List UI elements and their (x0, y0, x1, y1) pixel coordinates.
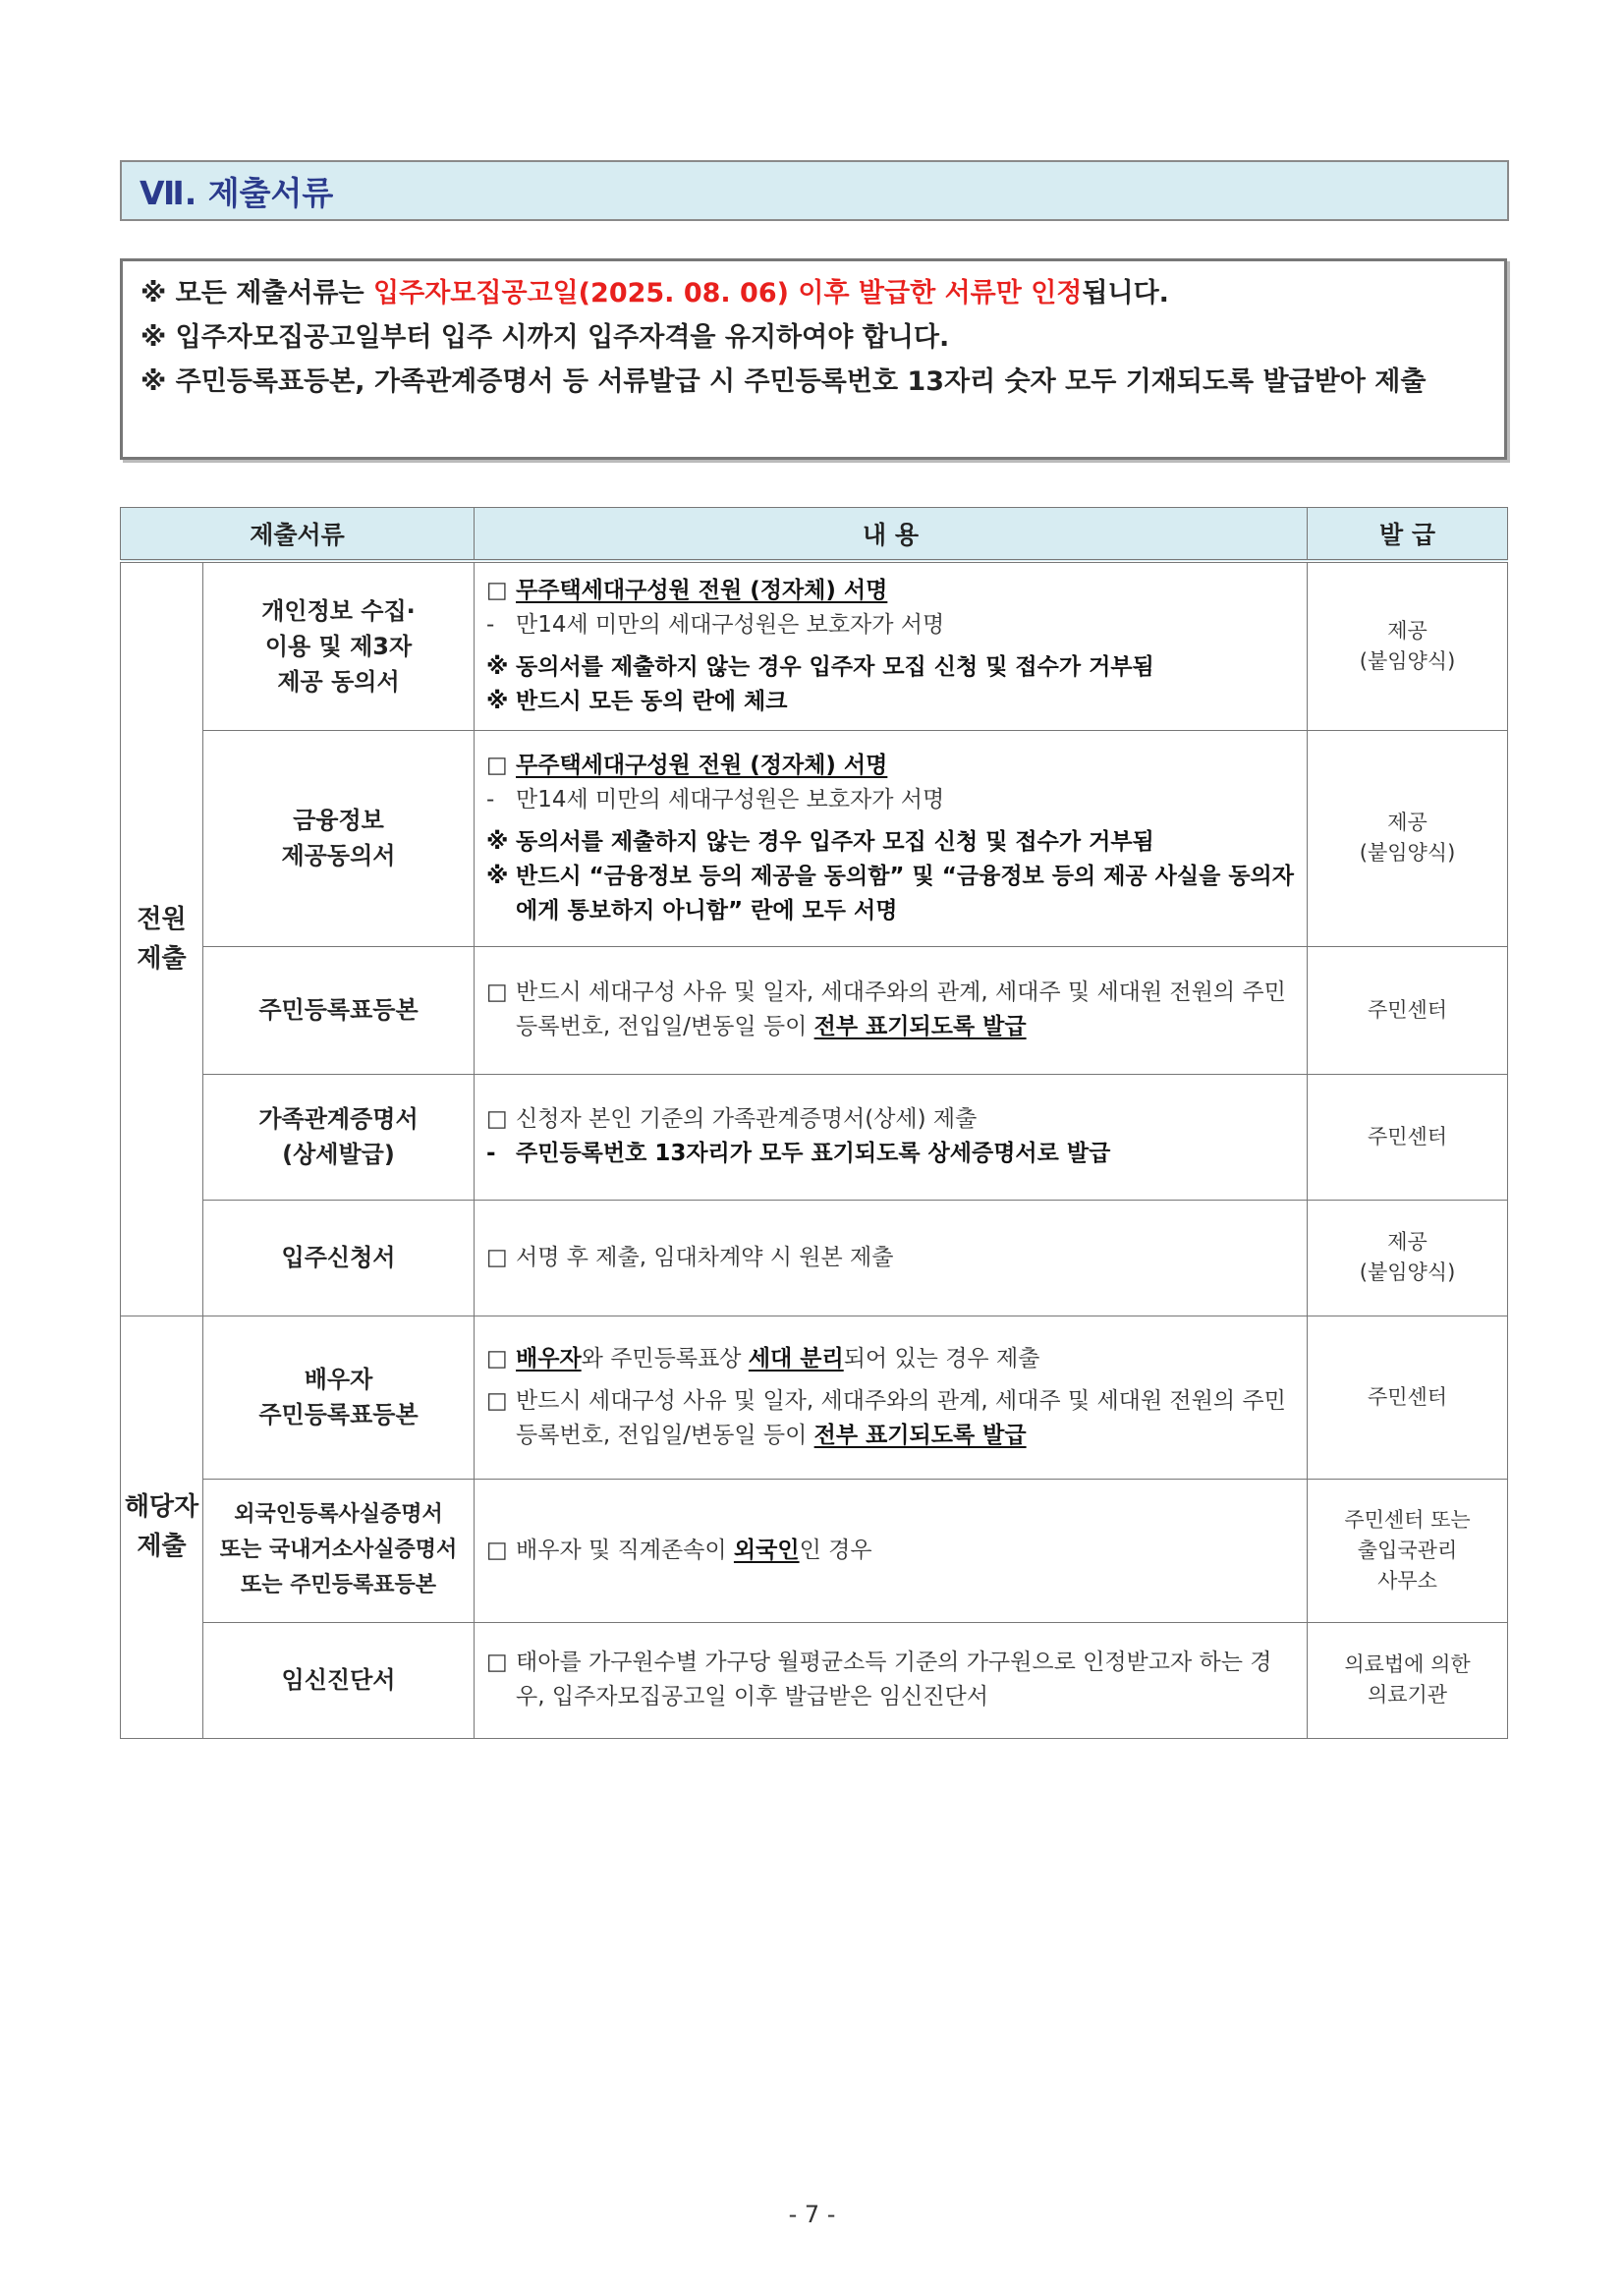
table-row (121, 1200, 1508, 1316)
header-content: 내 용 (475, 508, 1308, 562)
doc-name: 개인정보 수집· 이용 및 제3자 제공 동의서 (203, 561, 475, 730)
group-all-submit: 전원 제출 (121, 561, 203, 1316)
header-issuer: 발 급 (1308, 508, 1508, 562)
group-applicable-submit: 해당자 제출 (121, 1316, 203, 1738)
doc-issuer: 의료법에 의한 의료기관 (1308, 1622, 1508, 1738)
doc-name: 금융정보 제공동의서 (203, 730, 475, 946)
notice-line-1: ※ 모든 제출서류는 입주자모집공고일(2025. 08. 06) 이후 발급한 서류만 인정됩니다. (140, 278, 1169, 308)
doc-name: 배우자 주민등록표등본 (203, 1316, 475, 1479)
documents-table (120, 507, 1508, 1739)
table-row (121, 730, 1508, 946)
doc-content: □ 배우자와 주민등록표상 세대 분리되어 있는 경우 제출 □ 반드시 세대구성 사유 및 일자, 세대주와의 관계, 세대주 및 세대원 전원의 주민등록번호, 전입일/변동일 등이 전부 표기되도록 발급 (475, 1316, 1308, 1479)
doc-name: 외국인등록사실증명서 또는 국내거소사실증명서 또는 주민등록표등본 (203, 1479, 475, 1622)
notice-highlight: 입주자모집공고일(2025. 08. 06) 이후 발급한 서류만 인정 (373, 278, 1083, 308)
header-docs: 제출서류 (121, 508, 475, 562)
doc-issuer: 제공 (붙임양식) (1308, 1200, 1508, 1316)
doc-content: □ 배우자 및 직계존속이 외국인인 경우 (475, 1479, 1308, 1622)
doc-content: □ 무주택세대구성원 전원 (정자체) 서명 - 만14세 미만의 세대구성원은 보호자가 서명 ※ 동의서를 제출하지 않는 경우 입주자 모집 신청 및 접수가 거부됨 ※ 반드시 모든 동의 란에 체크 (475, 561, 1308, 730)
doc-issuer: 주민센터 (1308, 1316, 1508, 1479)
doc-issuer: 주민센터 (1308, 1074, 1508, 1200)
table-row (121, 1316, 1508, 1479)
doc-name: 주민등록표등본 (203, 946, 475, 1074)
notice-line-3: ※ 주민등록표등본, 가족관계증명서 등 서류발급 시 주민등록번호 13자리 숫자 모두 기재되도록 발급받아 제출 (140, 366, 1427, 397)
doc-content: □ 태아를 가구원수별 가구당 월평균소득 기준의 가구원으로 인정받고자 하는 경우, 입주자모집공고일 이후 발급받은 임신진단서 (475, 1622, 1308, 1738)
doc-issuer: 제공 (붙임양식) (1308, 730, 1508, 946)
doc-content: □ 반드시 세대구성 사유 및 일자, 세대주와의 관계, 세대주 및 세대원 전원의 주민등록번호, 전입일/변동일 등이 전부 표기되도록 발급 (475, 946, 1308, 1074)
section-title: Ⅶ. 제출서류 (120, 160, 1509, 221)
table-row (121, 1074, 1508, 1200)
notice-box (120, 258, 1507, 460)
page-number: - 7 - (788, 2201, 836, 2228)
table-row (121, 946, 1508, 1074)
doc-content: □ 서명 후 제출, 임대차계약 시 원본 제출 (475, 1200, 1308, 1316)
table-header-row (121, 508, 1508, 562)
doc-content: □ 신청자 본인 기준의 가족관계증명서(상세) 제출 - 주민등록번호 13자리가 모두 표기되도록 상세증명서로 발급 (475, 1074, 1308, 1200)
doc-issuer: 주민센터 (1308, 946, 1508, 1074)
notice-line-2: ※ 입주자모집공고일부터 입주 시까지 입주자격을 유지하여야 합니다. (140, 322, 950, 353)
doc-name: 입주신청서 (203, 1200, 475, 1316)
doc-issuer: 주민센터 또는 출입국관리 사무소 (1308, 1479, 1508, 1622)
table-row (121, 1622, 1508, 1738)
doc-name: 임신진단서 (203, 1622, 475, 1738)
table-row (121, 561, 1508, 730)
table-row (121, 1479, 1508, 1622)
doc-content: □ 무주택세대구성원 전원 (정자체) 서명 - 만14세 미만의 세대구성원은 보호자가 서명 ※ 동의서를 제출하지 않는 경우 입주자 모집 신청 및 접수가 거부됨 ※ 반드시 “금융정보 등의 제공을 동의함” 및 “금융정보 등의 제공 사실을 동의자에게 통보하지 아니함” 란에 모두 서명 (475, 730, 1308, 946)
doc-issuer: 제공 (붙임양식) (1308, 561, 1508, 730)
doc-name: 가족관계증명서 (상세발급) (203, 1074, 475, 1200)
